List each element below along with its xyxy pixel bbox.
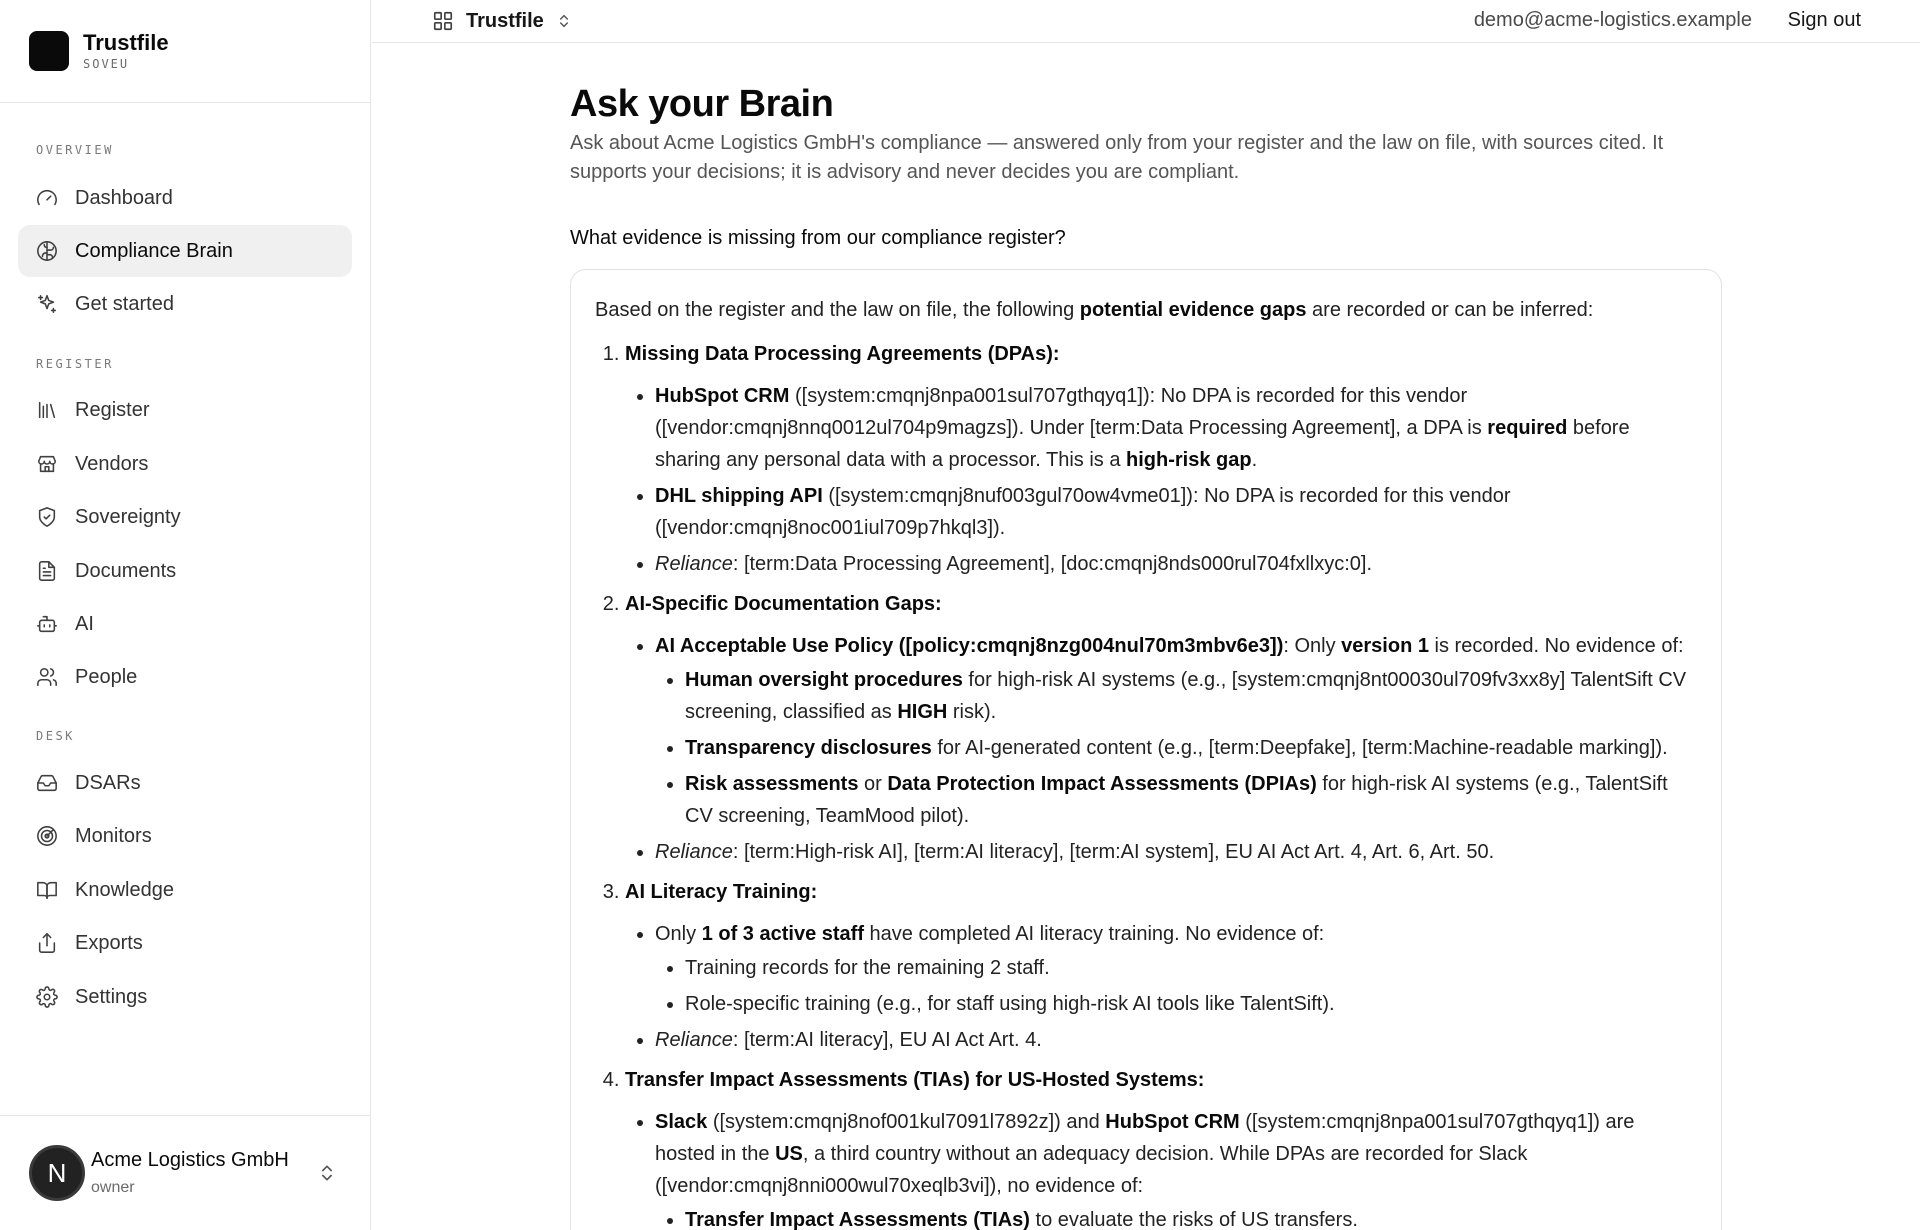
- user-email: demo@acme-logistics.example: [1473, 9, 1752, 31]
- sidebar-item-label: AI: [75, 612, 94, 635]
- page-description: Ask about Acme Logistics GmbH's compliance — answered only from your register and the law on file, with sources cited. It supports your decisions; it is advisory and never decides you are compliant.: [570, 132, 1664, 183]
- share-icon: [35, 931, 59, 955]
- list-item: • Transparency disclosures for AI-generated content (e.g., [term:Deepfake], [term:Machine-readable marking]).: [685, 732, 1697, 764]
- sidebar-item-dashboard[interactable]: [18, 172, 352, 224]
- brand-logo: [29, 31, 69, 71]
- sidebar-item-label: Sovereignty: [75, 505, 181, 528]
- sidebar-item-documents[interactable]: [18, 545, 352, 597]
- page-title: Ask your Brain: [570, 83, 834, 125]
- sidebar-item-label: Vendors: [75, 452, 149, 475]
- book-open-icon: [35, 878, 59, 902]
- list-item: • Role-specific training (e.g., for staff using high-risk AI tools like TalentSift).: [685, 988, 1697, 1020]
- reliance-item: • Reliance: [term:AI literacy], EU AI Act Art. 4.: [655, 1024, 1697, 1056]
- reliance-item: • Reliance: [term:Data Processing Agreement], [doc:cmqnj8nds000rul704fxllxyc:0].: [655, 548, 1697, 580]
- gauge-icon: [35, 186, 59, 210]
- sidebar: [0, 0, 371, 1230]
- sidebar-item-register[interactable]: [18, 384, 352, 436]
- account-role: owner: [91, 1179, 135, 1196]
- workspace-name: Trustfile: [466, 9, 544, 32]
- gap-heading: 2. AI-Specific Documentation Gaps:: [625, 593, 942, 615]
- list-item: • Risk assessments or Data Protection Impact Assessments (DPIAs) for high-risk AI systems (e.g., TalentSift CV screening, TeamMood pilot).: [685, 768, 1697, 832]
- sidebar-item-label: Settings: [75, 985, 148, 1008]
- store-icon: [35, 452, 59, 476]
- sidebar-item-sovereignty[interactable]: [18, 491, 352, 543]
- sidebar-item-exports[interactable]: [18, 917, 352, 969]
- list-item: • Human oversight procedures for high-risk AI systems (e.g., [system:cmqnj8nt00030ul709fv3xx8y] TalentSift CV screening, classified as HIGH risk).: [685, 664, 1697, 728]
- radar-icon: [35, 824, 59, 848]
- sparkles-icon: [35, 292, 59, 316]
- gap-item: [625, 876, 1697, 1056]
- sidebar-item-vendors[interactable]: [18, 438, 352, 490]
- answer-card: [570, 269, 1722, 1230]
- grid-icon: [432, 10, 454, 32]
- sidebar-item-monitors[interactable]: [18, 810, 352, 862]
- gap-item: [625, 338, 1697, 580]
- workspace-switcher[interactable]: [432, 8, 572, 34]
- sidebar-item-label: Exports: [75, 931, 143, 954]
- chevrons-up-down-icon: [556, 11, 572, 31]
- sidebar-item-label: Get started: [75, 292, 174, 315]
- gap-item: [625, 1064, 1697, 1230]
- sidebar-item-label: Knowledge: [75, 878, 174, 901]
- avatar: N: [29, 1145, 85, 1201]
- sidebar-item-label: Compliance Brain: [75, 239, 233, 262]
- sign-out-button[interactable]: Sign out: [1787, 9, 1861, 31]
- sidebar-item-compliance-brain[interactable]: [18, 225, 352, 277]
- sidebar-item-label: Monitors: [75, 824, 152, 847]
- nav-section-desk: DESK: [36, 729, 75, 743]
- sidebar-item-label: DSARs: [75, 771, 141, 794]
- list-item: • DHL shipping API ([system:cmqnj8nuf003gul70ow4vme01]): No DPA is recorded for this vendor ([vendor:cmqnj8noc001iul709p7hkql3]).: [655, 480, 1697, 544]
- shield-icon: [35, 505, 59, 529]
- sidebar-item-get-started[interactable]: [18, 278, 352, 330]
- gap-list: [595, 338, 1697, 1230]
- account-switcher[interactable]: [0, 1115, 371, 1230]
- answer-intro: Based on the register and the law on file, the following potential evidence gaps are recorded or can be inferred:: [595, 299, 1594, 321]
- sidebar-item-settings[interactable]: [18, 971, 352, 1023]
- inbox-icon: [35, 771, 59, 795]
- chevrons-up-down-icon: [317, 1161, 337, 1185]
- list-item: • AI Acceptable Use Policy ([policy:cmqnj8nzg004nul70m3mbv6e3]): Only version 1 is recorded. No evidence of: • Human oversight procedures for high-risk AI systems (e.g., [system:cmqnj8nt00030ul709fv3xx8y] TalentSift CV screening, classified as HIGH risk). • Transparency disclosures for AI-generated content (e.g., [term:Deepfake], [term:Machine-readable marking]). • Risk assessments or Data Protection Impact Assessments (DPIAs) for high-risk AI systems (e.g., TalentSift CV screening, TeamMood pilot).: [655, 630, 1697, 832]
- brand-name: Trustfile: [83, 30, 169, 55]
- file-text-icon: [35, 559, 59, 583]
- list-item: • Only 1 of 3 active staff have completed AI literacy training. No evidence of: • Training records for the remaining 2 staff. • Role-specific training (e.g., for staff using high-risk AI tools like TalentSift).: [655, 918, 1697, 1020]
- list-item: • Transfer Impact Assessments (TIAs) to evaluate the risks of US transfers.: [685, 1204, 1697, 1230]
- brand: [0, 0, 370, 103]
- sidebar-item-dsars[interactable]: [18, 757, 352, 809]
- list-item: • Slack ([system:cmqnj8nof001kul7091l7892z]) and HubSpot CRM ([system:cmqnj8npa001sul707gthqyq1]) are hosted in the US, a third country without an adequacy decision. While DPAs are recorded for Slack ([vendor:cmqnj8nni000wul70xeqlb3vi]), no evidence of: • Transfer Impact Assessments (TIAs) to evaluate the risks of US transfers.: [655, 1106, 1697, 1230]
- nav-section-register: REGISTER: [36, 357, 114, 371]
- list-item: • HubSpot CRM ([system:cmqnj8npa001sul707gthqyq1]): No DPA is recorded for this vendor ([vendor:cmqnj8nnq0012ul704p9magzs]). Under [term:Data Processing Agreement], a DPA is required before sharing any personal data with a processor. This is a high-risk gap.: [655, 380, 1697, 476]
- topbar: [372, 0, 1920, 43]
- main-content: [570, 43, 1720, 1230]
- nav-section-overview: OVERVIEW: [36, 143, 114, 157]
- brand-subtitle: SOVEU: [83, 57, 130, 71]
- list-item: • Training records for the remaining 2 staff.: [685, 952, 1697, 984]
- bot-icon: [35, 612, 59, 636]
- user-question: What evidence is missing from our compliance register?: [570, 227, 1066, 249]
- sidebar-item-label: Dashboard: [75, 186, 173, 209]
- gap-heading: 3. AI Literacy Training:: [625, 881, 818, 903]
- gap-item: [625, 588, 1697, 868]
- sidebar-item-label: People: [75, 665, 138, 688]
- sidebar-item-knowledge[interactable]: [18, 864, 352, 916]
- reliance-item: • Reliance: [term:High-risk AI], [term:AI literacy], [term:AI system], EU AI Act Art. 4, Art. 6, Art. 50.: [655, 836, 1697, 868]
- gear-icon: [35, 985, 59, 1009]
- gap-heading: 1. Missing Data Processing Agreements (DPAs):: [625, 343, 1060, 365]
- sidebar-item-label: Register: [75, 398, 150, 421]
- sidebar-item-ai[interactable]: [18, 598, 352, 650]
- library-icon: [35, 398, 59, 422]
- gap-heading: 4. Transfer Impact Assessments (TIAs) for US-Hosted Systems:: [625, 1069, 1205, 1091]
- brain-icon: [35, 239, 59, 263]
- users-icon: [35, 665, 59, 689]
- account-name: Acme Logistics GmbH: [91, 1149, 289, 1171]
- sidebar-item-people[interactable]: [18, 651, 352, 703]
- sidebar-item-label: Documents: [75, 559, 177, 582]
